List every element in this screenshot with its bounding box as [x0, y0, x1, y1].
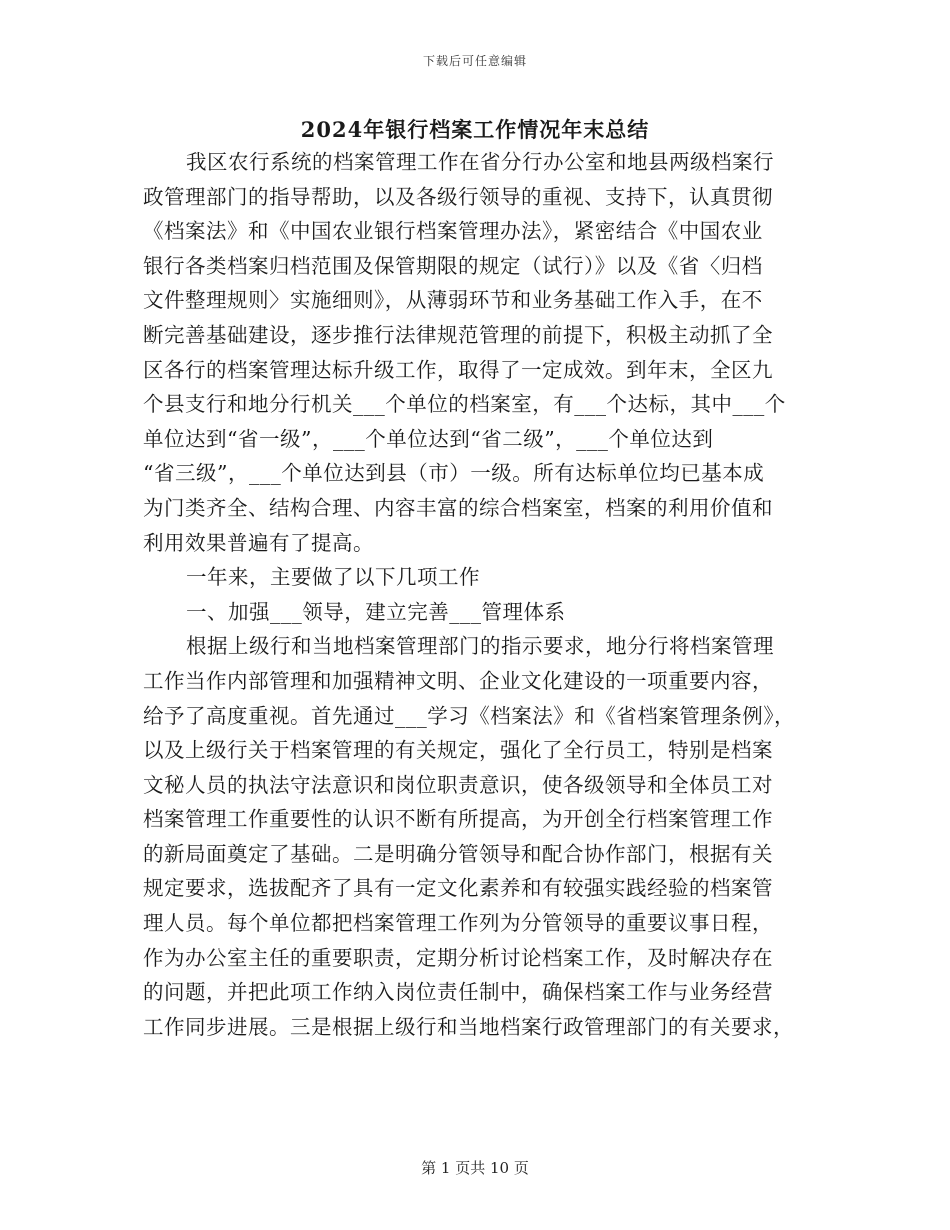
body-line: 工作同步进展。三是根据上级行和当地档案行政管理部门的有关要求， — [143, 1014, 794, 1039]
body-line: “省三级”，___个单位达到县（市）一级。所有达标单位均已基本成 — [143, 461, 765, 486]
body-line: 根据上级行和当地档案管理部门的指示要求，地分行将档案管理 — [186, 634, 774, 659]
body-line: 作为办公室主任的重要职责，定期分析讨论档案工作，及时解决存在 — [143, 945, 773, 970]
body-line: 为门类齐全、结构合理、内容丰富的综合档案室，档案的利用价值和 — [143, 495, 773, 520]
body-line: 文件整理规则〉实施细则》，从薄弱环节和业务基础工作入手，在不 — [143, 288, 763, 313]
body-line: 区各行的档案管理达标升级工作，取得了一定成效。到年末，全区九 — [143, 357, 773, 382]
section-heading: 一、加强___领导，建立完善___管理体系 — [186, 599, 566, 624]
body-line: 工作当作内部管理和加强精神文明、企业文化建设的一项重要内容， — [143, 668, 773, 693]
body-line: 规定要求，选拔配齐了具有一定文化素养和有较强实践经验的档案管 — [143, 876, 773, 901]
body-line: 断完善基础建设，逐步推行法律规范管理的前提下，积极主动抓了全 — [143, 322, 773, 347]
body-line: 政管理部门的指导帮助，以及各级行领导的重视、支持下，认真贯彻 — [143, 184, 773, 209]
body-line: 单位达到“省一级”，___个单位达到“省二级”，___个单位达到 — [143, 426, 714, 451]
body-line: 银行各类档案归档范围及保管期限的规定（试行）》以及《省〈归档 — [143, 253, 763, 278]
body-line: 个县支行和地分行机关___个单位的档案室，有___个达标，其中___个 — [143, 392, 786, 417]
body-line: 《档案法》和《中国农业银行档案管理办法》，紧密结合《中国农业 — [143, 219, 763, 244]
body-line: 给予了高度重视。首先通过___学习《档案法》和《省档案管理条例》， — [143, 703, 795, 728]
page-header-note: 下载后可任意编辑 — [422, 54, 527, 68]
document-body — [143, 145, 823, 1044]
body-line: 档案管理工作重要性的认识不断有所提高，为开创全行档案管理工作 — [143, 807, 773, 832]
body-line: 利用效果普遍有了提高。 — [143, 530, 374, 555]
body-line: 一年来，主要做了以下几项工作 — [186, 565, 480, 590]
document-title: 2024年银行档案工作情况年末总结 — [300, 117, 650, 142]
body-line: 的新局面奠定了基础。二是明确分管领导和配合协作部门，根据有关 — [143, 841, 773, 866]
body-line: 以及上级行关于档案管理的有关规定，强化了全行员工，特别是档案 — [143, 738, 773, 763]
body-line: 的问题，并把此项工作纳入岗位责任制中，确保档案工作与业务经营 — [143, 980, 773, 1005]
page-number: 第 1 页共 10 页 — [421, 1159, 529, 1177]
body-line: 我区农行系统的档案管理工作在省分行办公室和地县两级档案行 — [186, 150, 774, 174]
body-line: 文秘人员的执法守法意识和岗位职责意识，使各级领导和全体员工对 — [143, 772, 773, 797]
body-line: 理人员。每个单位都把档案管理工作列为分管领导的重要议事日程， — [143, 911, 773, 936]
